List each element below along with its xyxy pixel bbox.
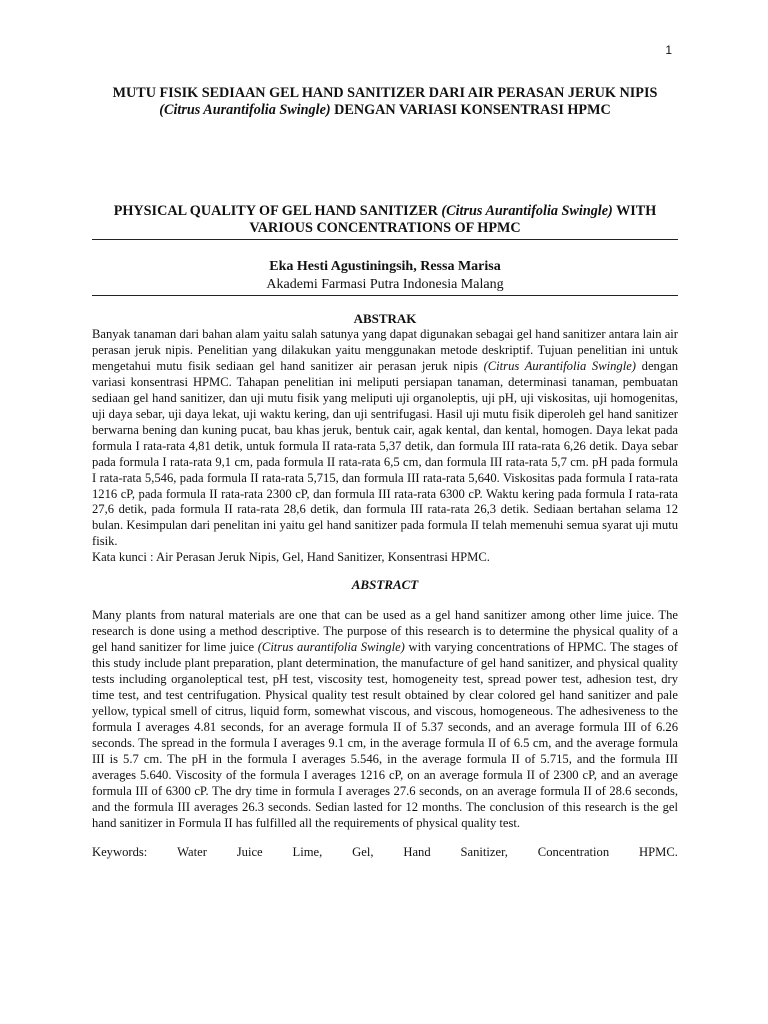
title-indonesian — [92, 85, 678, 119]
keyword: HPMC. — [639, 844, 678, 859]
abstract-species: (Citrus aurantifolia Swingle) — [257, 640, 405, 655]
abstrak-text — [92, 327, 678, 550]
abstract-text — [92, 608, 678, 831]
title-id-part1: MUTU FISIK SEDIAAN GEL HAND SANITIZER DARI AIR PERASAN JERUK NIPIS — [112, 85, 658, 101]
keyword: Juice — [236, 844, 263, 859]
keyword: Sanitizer, — [460, 844, 508, 859]
keyword: Water — [177, 844, 207, 859]
title-en-part1: PHYSICAL QUALITY OF GEL HAND SANITIZER — [113, 203, 442, 219]
keyword: Concentration — [537, 844, 610, 859]
title-en-species: (Citrus Aurantifolia Swingle) — [441, 203, 613, 219]
abstract-text-a: Many plants from natural materials are one that can be used as a gel hand sanitizer among other lime juice. The research is done using a method descriptive. The purpose of this research is to determine the physical quality of a gel hand sanitizer for lime juice — [92, 608, 678, 655]
abstrak-species: (Citrus Aurantifolia Swingle) — [483, 358, 636, 373]
authors: Eka Hesti Agustiningsih, Ressa Marisa — [269, 259, 501, 274]
abstract-text-b: with varying concentrations of HPMC. The stages of this study include plant preparation, plant determination, the manufacture of gel hand sanitizer, and physical quality tests including organoleptical test, pH test, viscosity test, homogeneity test, spread power test, adhesion test, dry time test, and test centrifugation. Physical quality test result obtained by clear colored gel hand sanitizer and pale yellow, typical smell of citrus, liquid form, somewhat viscous, and viscous, homogeneous. The adhesiveness to the formula I averages 4.81 seconds, for an average formula II of 5.37 seconds, and an average formula III of 6.26 seconds. The spread in the formula I averages 9.1 cm, in the average formula II of 6.5 cm, and the average formula III is 5.7 cm. The pH in the formula I averages 5.546, in the average formula II of 5.715, and the formula III averages 5.640. Viscosity of the formula I averages 1216 cP, on an average formula II of 2300 cP, and an average formula III of 6300 cP. The dry time in formula I averages 27.6 seconds, on an average formula II of 28.6 seconds, and the formula III averages 26.3 seconds. Sedian lasted for 12 months. The conclusion of this research is the gel hand sanitizer in Formula II has fulfilled all the requirements of physical quality test. — [92, 640, 678, 830]
kata-kunci: Kata kunci : Air Perasan Jeruk Nipis, Gel, Hand Sanitizer, Konsentrasi HPMC. — [92, 550, 490, 565]
abstrak-text-b: dengan variasi konsentrasi HPMC. Tahapan penelitian ini meliputi persiapan tanaman, determinasi tanaman, pembuatan sediaan gel hand sanitizer, dan uji mutu fisik yang meliputi uji organoleptis, uji pH, uji viskositas, uji homogenitas, uji daya sebar, uji daya lekat, uji waktu kering, dan uji sentrifugasi. Hasil uji mutu fisik diperoleh gel hand sanitizer berwarna bening dan kuning pucat, bau khas jeruk, bentuk cair, agak kental, dan kental, homogen. Daya lekat pada formula I rata-rata 4,81 detik, untuk formula II rata-rata 5,37 detik, dan formula III rata-rata 6,26 detik. Daya sebar pada formula I rata-rata 9,1 cm, pada formula II rata-rata 6,5 cm, dan formula III rata-rata 5,7 cm. pH pada formula I rata-rata 5,546, pada formula II rata-rata 5,715, dan formula III rata-rata 5,640. Viskositas pada formula I rata-rata 1216 cP, pada formula II rata-rata 2300 cP, dan formula III rata-rata 6300 cP. Waktu kering pada formula I rata-rata 27,6 detik, pada formula II rata-rata 28,6 detik, dan formula III rata-rata 26,3 detik. Sediaan bertahan selama 12 bulan. Kesimpulan dari penelitan ini yaitu gel hand sanitizer pada formula II telah memenuhi semua syarat uji mutu fisik. — [92, 358, 679, 549]
title-en-part2: WITH VARIOUS CONCENTRATIONS OF HPMC — [249, 203, 657, 236]
keyword: Gel, — [352, 844, 374, 859]
paper-body — [92, 85, 678, 860]
title-id-part2: DENGAN VARIASI KONSENTRASI HPMC — [330, 102, 611, 118]
title-id-species: (Citrus Aurantifolia Swingle) — [159, 102, 331, 118]
keyword: Hand — [403, 844, 431, 859]
keywords-line — [92, 844, 678, 860]
abstrak-text-a: Banyak tanaman dari bahan alam yaitu salah satunya yang dapat digunakan sebagai gel hand sanitizer antara lain air perasan jeruk nipis. Penelitian yang dilakukan yaitu menggunakan metode deskriptif. Tujuan penelitian ini untuk mengetahui mutu fisik sediaan gel hand sanitizer air perasan jeruk nipis — [92, 327, 678, 373]
abstrak-heading: ABSTRAK — [353, 311, 417, 326]
affiliation: Akademi Farmasi Putra Indonesia Malang — [92, 276, 678, 296]
keyword: Lime, — [292, 844, 323, 859]
abstract-heading: ABSTRACT — [351, 577, 419, 593]
keyword-label: Keywords: — [92, 844, 148, 859]
title-english — [92, 203, 678, 240]
page-number: 1 — [665, 43, 672, 57]
